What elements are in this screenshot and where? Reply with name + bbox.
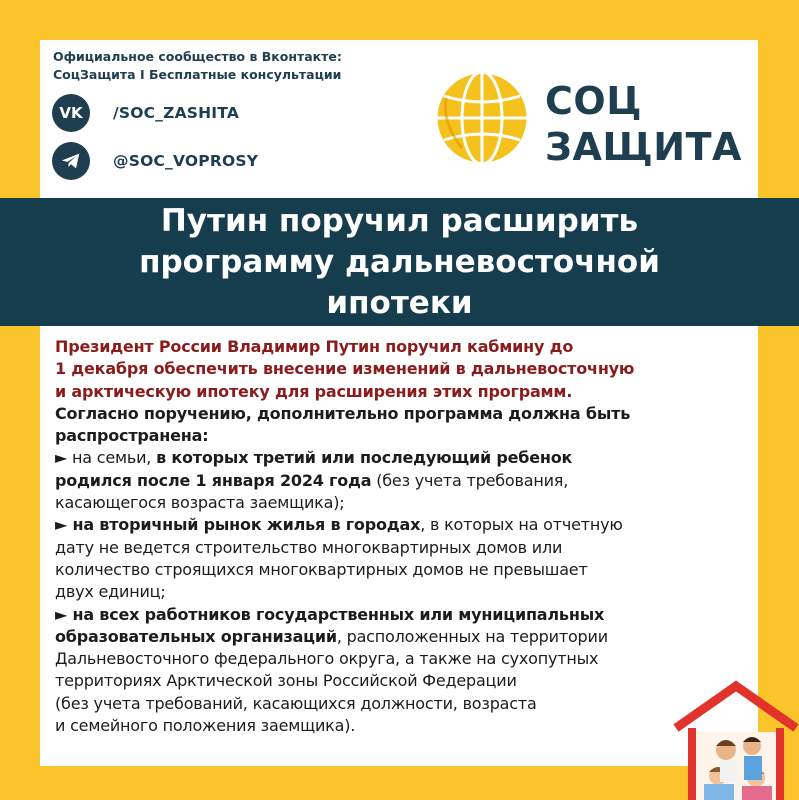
item1-text-2: (без учета требования, (371, 470, 569, 490)
logo-line-2: ЗАЩИТА (545, 125, 742, 169)
item2-text: , в которых на отчетную (420, 515, 623, 535)
telegram-handle[interactable]: @SOC_VOPROSY (113, 152, 259, 170)
lead-line-2: 1 декабря обеспечить внесение изменений в дальневосточную (55, 359, 635, 379)
header-card (40, 40, 758, 198)
headline (20, 201, 780, 324)
item1-text-3: касающегося возраста заемщика); (55, 493, 345, 513)
article-lead (55, 336, 755, 403)
telegram-link[interactable] (52, 142, 258, 180)
item3-text-3: территориях Арктической зоны Российской Федерации (55, 671, 517, 691)
item2-text-2: дату не ведется строительство многоквартирных домов или (55, 537, 563, 557)
logo-line-1: СОЦ (545, 79, 642, 123)
vk-icon (52, 94, 90, 132)
list-item (55, 604, 755, 738)
bullet-icon: ► (55, 448, 68, 468)
item1-bold-2: родился после 1 января 2024 года (55, 470, 372, 490)
intro-line-2: распространена: (55, 426, 209, 446)
item2-text-4: двух единиц; (55, 582, 166, 602)
item3-bold-2: образовательных организаций (55, 626, 337, 646)
vk-link[interactable] (52, 94, 239, 132)
item2-text-3: количество строящихся многоквартирных домов не превышает (55, 559, 588, 579)
item3-bold: на всех работников государственных или муниципальных (67, 604, 605, 624)
list-item (55, 447, 755, 514)
headline-line-2: программу дальневосточной (139, 243, 660, 280)
list-item (55, 514, 755, 603)
headline-line-1: Путин поручил расширить (160, 202, 639, 239)
telegram-icon (52, 142, 90, 180)
globe-icon (432, 68, 532, 168)
item1-text: на семьи, (67, 448, 157, 468)
item3-text-5: и семейного положения заемщика). (55, 716, 356, 736)
lead-line-1: Президент России Владимир Путин поручил кабмину до (55, 337, 574, 356)
headline-line-3: ипотеки (326, 284, 473, 321)
bullet-icon: ► (55, 604, 68, 624)
community-caption (53, 48, 342, 84)
article-text (55, 336, 755, 737)
bullet-icon: ► (55, 515, 68, 535)
item3-text: , расположенных на территории (336, 626, 608, 646)
brand-logo-text (545, 78, 742, 170)
item3-text-2: Дальневосточного федерального округа, а также на сухопутных (55, 649, 599, 669)
title-band (0, 198, 799, 326)
vk-handle[interactable]: /SOC_ZASHITA (113, 104, 240, 122)
item1-bold: в которых третий или последующий ребенок (156, 448, 573, 468)
community-line-2: СоцЗащита I Бесплатные консультации (53, 67, 342, 82)
article-intro (55, 403, 755, 448)
item2-bold: на вторичный рынок жилья в городах (67, 515, 421, 535)
family-house-icon (670, 680, 799, 800)
intro-line-1: Согласно поручению, дополнительно программа должна быть (55, 403, 631, 423)
item3-text-4: (без учета требований, касающихся должности, возраста (55, 693, 537, 713)
svg-text:VK: VK (59, 104, 83, 122)
lead-line-3: и арктическую ипотеку для расширения этих программ. (55, 381, 573, 401)
community-line-1: Официальное сообщество в Вконтакте: (53, 49, 342, 64)
article-card (40, 326, 758, 766)
